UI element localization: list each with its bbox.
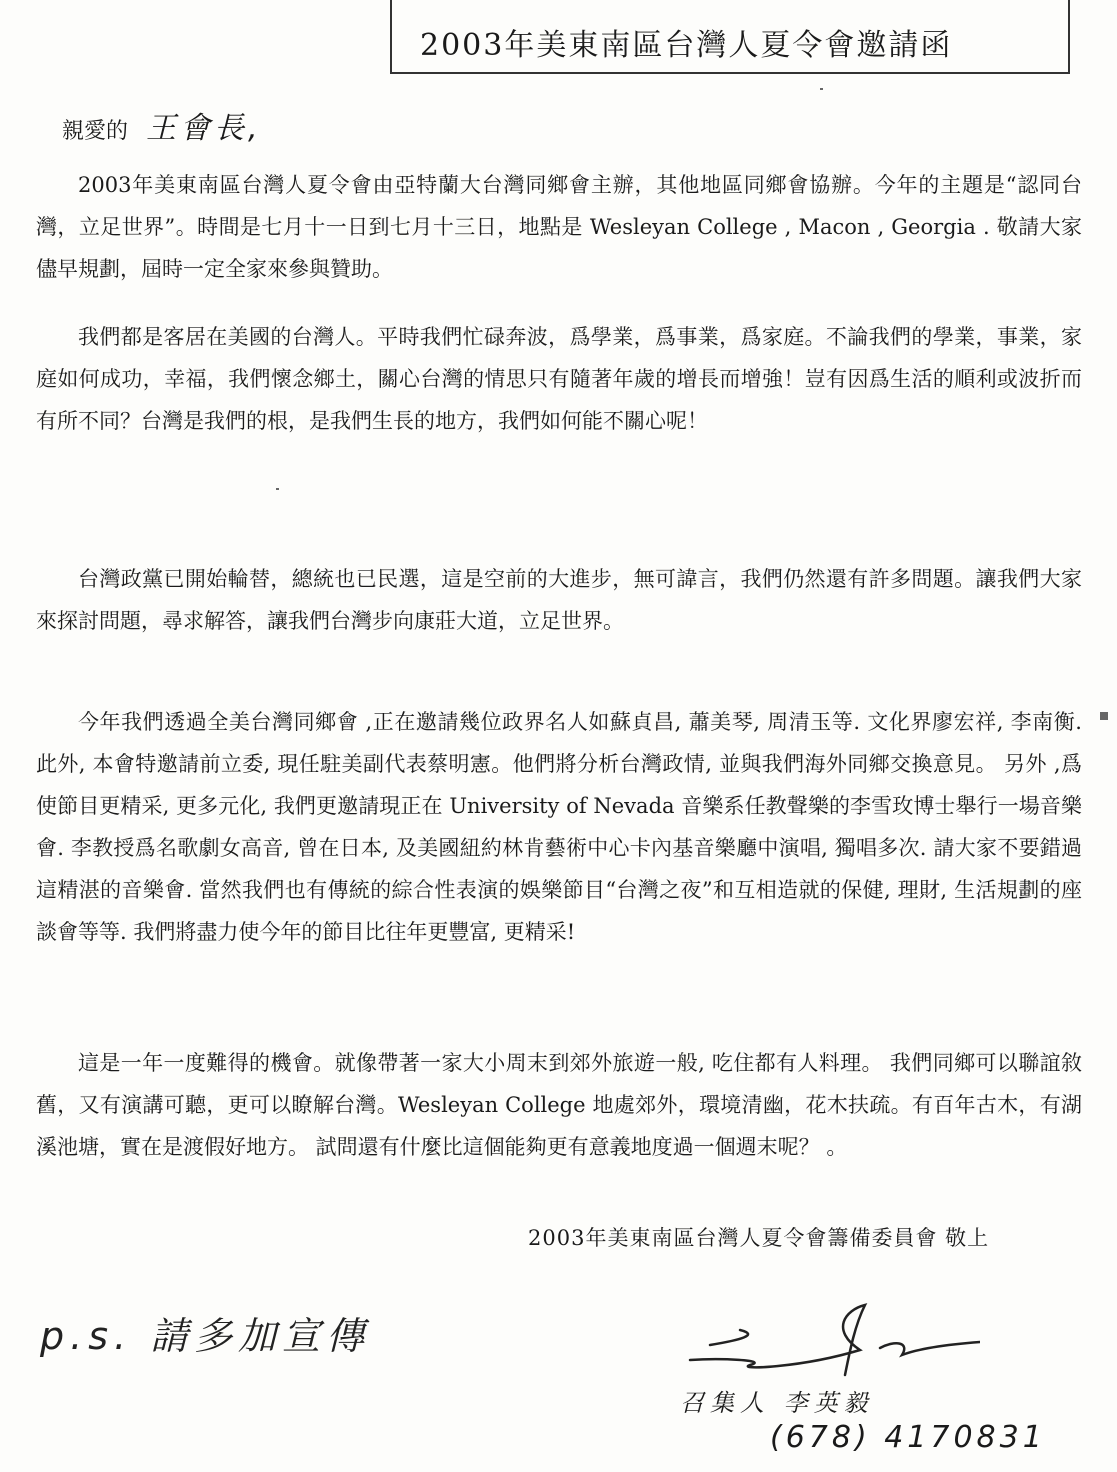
- scan-speck: [276, 488, 279, 490]
- handwritten-phone: (678) 4170831: [770, 1420, 1046, 1455]
- paragraph-politics: 台灣政黨已開始輪替，總統也已民選，這是空前的大進步，無可諱言，我們仍然還有許多問題。讓我們大家來探討問題，尋求解答，讓我們台灣步向康莊大道，立足世界。: [36, 567, 1082, 633]
- letter-title: 2003年美東南區台灣人夏令會邀請函: [420, 28, 953, 63]
- handwritten-postscript: p.s. 請多加宣傳: [40, 1314, 371, 1358]
- greeting: [62, 103, 262, 147]
- paragraph-taiwanese-abroad: 我們都是客居在美國的台灣人。平時我們忙碌奔波，爲學業，爲事業，爲家庭。不論我們的學業，事業，家庭如何成功，幸福，我們懷念鄉土，關心台灣的情思只有隨著年歲的增長而增強！豈有因爲生活的順利或波折而有所不同？台灣是我們的根，是我們生長的地方，我們如何能不關心呢！: [36, 325, 1082, 433]
- paragraph-event-intro: 2003年美東南區台灣人夏令會由亞特蘭大台灣同鄉會主辦，其他地區同鄉會協辦。今年的主題是“認同台灣，立足世界”。時間是七月十一日到七月十三日，地點是 Wesleyan College , Macon , Georgia . 敬請大家儘早規劃，屆時一定全家來參與贊助。: [36, 173, 1082, 281]
- scan-speck: [820, 88, 823, 90]
- closing-line: 2003年美東南區台灣人夏令會籌備委員會 敬上: [528, 1226, 990, 1250]
- paragraph-program: 今年我們透過全美台灣同鄉會 ,正在邀請幾位政界名人如蘇貞昌, 蕭美琴, 周清玉等. 文化界廖宏祥, 李南衡. 此外, 本會特邀請前立委, 現任駐美副代表蔡明憲。他們將分析台灣政情, 並與我們海外同鄉交換意見。 另外 ,爲使節目更精采, 更多元化, 我們更邀請現正在 University of Nevada 音樂系任教聲樂的李雪玫博士舉行一場音樂會. 李教授爲名歌劇女高音, 曾在日本, 及美國紐約林肯藝術中心卡內基音樂廳中演唱, 獨唱多次. 請大家不要錯過這精湛的音樂會. 當然我們也有傳統的綜合性表演的娛樂節目“台灣之夜”和互相造就的保健, 理財, 生活規劃的座談會等等. 我們將盡力使今年的節目比往年更豐富, 更精采!: [36, 710, 1082, 944]
- salutation: 親愛的: [62, 119, 129, 144]
- handwritten-signature: [680, 1300, 980, 1380]
- title-box: [390, 0, 1070, 74]
- handwritten-recipient-name: 王會長,: [146, 111, 262, 146]
- paragraph-invitation: 這是一年一度難得的機會。就像帶著一家大小周末到郊外旅遊一般, 吃住都有人料理。 我們同鄉可以聯誼敘舊，又有演講可聽，更可以瞭解台灣。Wesleyan College 地處郊外，環境清幽，花木扶疏。有百年古木，有湖溪池塘，實在是渡假好地方。 試問還有什麼比這個能夠更有意義地度過一個週末呢？ 。: [36, 1051, 1082, 1159]
- convener-name: 召集人 李英毅: [680, 1389, 874, 1417]
- scan-speck: [1100, 712, 1108, 720]
